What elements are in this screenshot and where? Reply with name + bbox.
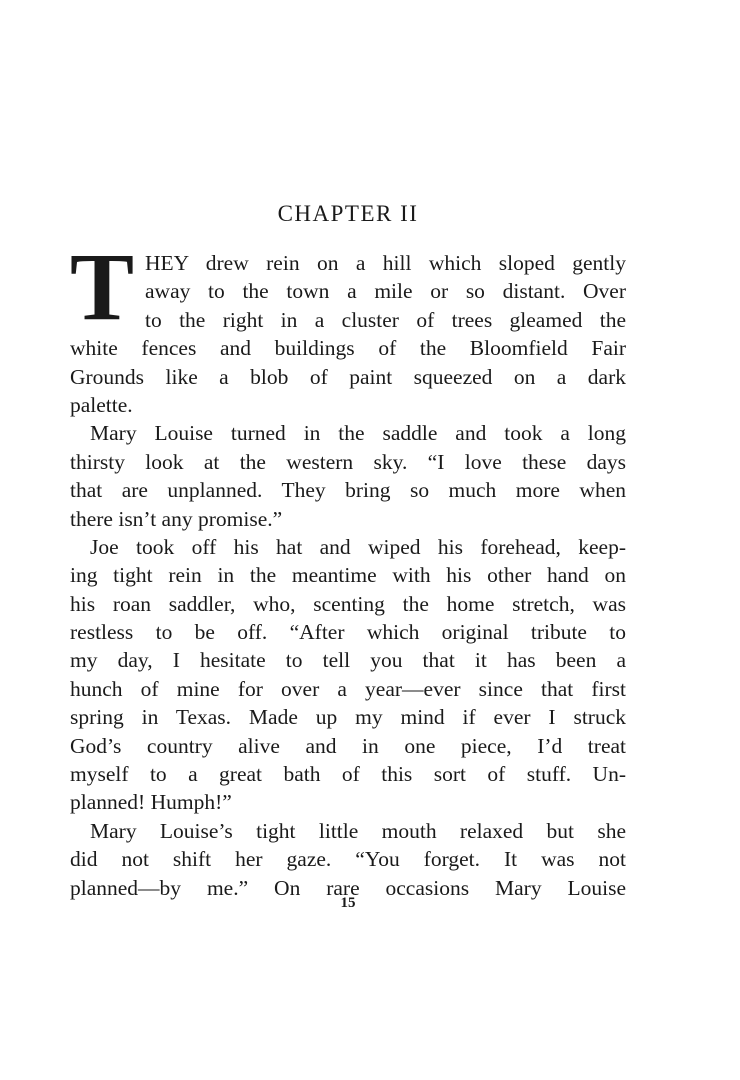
text-line: restless to be off. “After which original tribute to (70, 620, 626, 645)
text-line: white fences and buildings of the Bloomfield Fair (70, 336, 626, 361)
drop-cap: T (70, 249, 135, 329)
text-line: palette. (70, 392, 133, 417)
text-line: Mary Louise turned in the saddle and took a long (90, 421, 626, 446)
text-line: ing tight rein in the meantime with his other hand on (70, 563, 626, 588)
text-line: to the right in a cluster of trees gleamed the (145, 307, 626, 332)
chapter-heading: CHAPTER II (277, 201, 419, 226)
text-line: away to the town a mile or so distant. Over (145, 279, 626, 304)
text-line: hunch of mine for over a year—ever since that first (70, 676, 626, 701)
text-line: thirsty look at the western sky. “I love these days (70, 449, 626, 474)
text-line: HEY drew rein on a hill which sloped gently (145, 251, 626, 275)
book-page (70, 0, 626, 1080)
text-line: there isn’t any promise.” (70, 506, 283, 531)
text-line: did not shift her gaze. “You forget. It was not (70, 847, 626, 872)
text-line: planned—by me.” On rare occasions Mary Louise (70, 875, 626, 900)
text-line: God’s country alive and in one piece, I’d treat (70, 733, 626, 758)
text-line: spring in Texas. Made up my mind if ever I struck (70, 705, 626, 730)
page-number: 15 (340, 895, 356, 911)
chapter-body (70, 249, 626, 902)
text-line: Joe took off his hat and wiped his forehead, keep- (90, 534, 626, 559)
text-line: that are unplanned. They bring so much more when (70, 478, 626, 503)
text-line: my day, I hesitate to tell you that it has been a (70, 648, 626, 673)
text-line: his roan saddler, who, scenting the home stretch, was (70, 591, 626, 616)
text-line: Grounds like a blob of paint squeezed on a dark (70, 364, 626, 389)
text-line: myself to a great bath of this sort of stuff. Un- (70, 762, 626, 787)
text-line: planned! Humph!” (70, 790, 232, 815)
text-line: Mary Louise’s tight little mouth relaxed but she (90, 818, 626, 843)
